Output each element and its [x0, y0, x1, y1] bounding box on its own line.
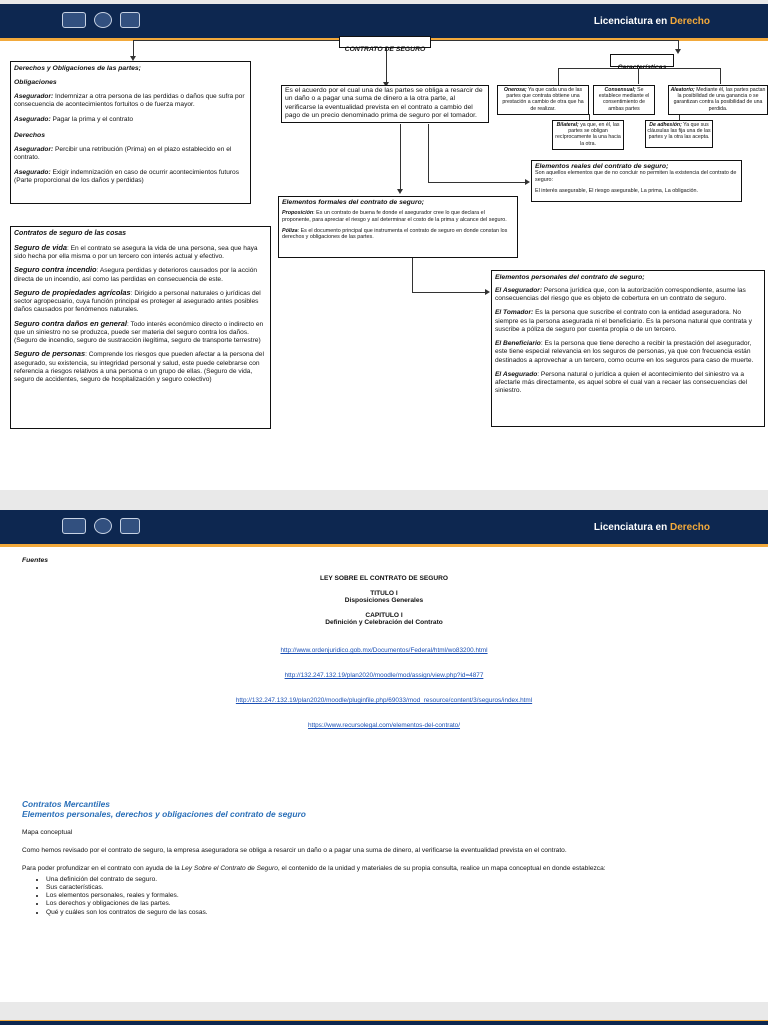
program-title: Licenciatura en Derecho: [593, 16, 710, 27]
derechos-title: Derechos y Obligaciones de las partes;: [14, 65, 141, 72]
formales-poliza: Póliza: Es el documento principal que instrumenta el contrato de seguro en donde constan los derechos y obligaciones de las partes.: [282, 227, 508, 241]
contratos-box: [10, 226, 271, 429]
list-item: • Los derechos y obligaciones de las partes.: [46, 900, 742, 908]
connector-personales-h: [412, 292, 485, 293]
reales-list: El interés asegurable, El riesgo asegurable, La prima, La obligación.: [535, 187, 699, 194]
derecho-asegurador: Asegurador: Percibir una retribución (Prima) en el plazo establecido en el contrato.: [14, 145, 232, 161]
connector-reales-h: [428, 182, 525, 183]
fuentes-block: [0, 575, 768, 732]
formales-proposicion: Proposición: Es un contrato de buena fe donde el asegurador cree lo que declara el proponente, para apreciar el riesgo y así determinar el costo de la prima y alcance del seguro.: [282, 210, 507, 223]
activity-title-1: Contratos Mercantiles: [22, 799, 110, 809]
obligaciones-heading: Obligaciones: [14, 79, 57, 86]
source-link-4[interactable]: https://www.recursolegal.com/elementos-del-contrato/: [307, 722, 461, 729]
activity-paragraph-1: Como hemos revisado por el contrato de seguro, la empresa aseguradora se obliga a resarcir un daño o a pagar una suma de dinero, al verificarse la eventualidad prevista en el contrato.: [22, 847, 567, 855]
source-link-2[interactable]: http://132.247.132.19/plan2020/moodle/mod/assign/view.php?id=4877: [284, 672, 484, 679]
caract-onerosa-box: Onerosa; Ya que cada una de las partes que contrata obtiene una prestación a cambio de otra que ha de realizar.: [497, 85, 589, 115]
caract-consensual-box: Consensual; Se establece mediante el consentimiento de ambas partes: [593, 85, 655, 115]
formales-title: Elementos formales del contrato de seguro;: [282, 199, 425, 206]
unam-logo-icon: [62, 12, 86, 28]
derechos-box: [10, 61, 251, 204]
personal-tomador: El Tomador: Es la persona que suscribe el contrato con la entidad aseguradora. No siempre es la persona asegurada ni el beneficiario. Es la persona natural que contrata y suscribe a póliza de seguro por cuenta propia o de un tercero.: [495, 309, 752, 333]
titulo-heading: TITULO I: [370, 590, 398, 597]
activity-bullets: [36, 876, 742, 917]
arrow-reales: [525, 179, 530, 185]
obligacion-asegurador: Asegurador: Indemnizar a otra persona de las perdidas o daños que sufra por consecuencia de acontecimientos fortuitos o de fuerza mayor.: [14, 93, 245, 109]
formales-box: [278, 196, 518, 258]
connector-aleatorio: [720, 68, 721, 84]
fuentes-title: Fuentes: [22, 557, 49, 564]
source-link-3[interactable]: http://132.247.132.19/plan2020/moodle/pluginfile.php/69033/mod_resource/content/3/seguros/index.html: [235, 697, 533, 704]
activity-title-2: Elementos personales, derechos y obligaciones del contrato de seguro: [22, 809, 306, 819]
seal-logo-icon: [94, 518, 112, 534]
list-item: • Sus características.: [46, 884, 742, 892]
arrow-personales: [485, 289, 490, 295]
source-link-1[interactable]: http://www.ordenjuridico.gob.mx/Documentos/Federal/html/wo83200.html: [280, 647, 488, 654]
personal-asegurado: El Asegurado: Persona natural o jurídica a quien el acontecimiento del siniestro va a afectarle más directamente, es aquel sobre el cual van a recaer las consecuencias del siniestro.: [495, 370, 748, 395]
unam-logo-icon: [62, 518, 86, 534]
caract-bilateral-box: Bilateral; ya que, en él, las partes se obligan recíprocamente la una hacia la otra.: [552, 120, 624, 150]
list-item: • Los elementos personales, reales y formales.: [46, 892, 742, 900]
capitulo-sub: Definición y Celebración del Contrato: [325, 619, 443, 626]
institution-logos: [62, 518, 140, 534]
page2-header: [0, 510, 768, 547]
contrato-title-box: [339, 36, 431, 53]
definicion-text: Es el acuerdo por el cual una de las partes se obliga a resarcir de un daño o a pagar una suma de dinero a la otra parte, al verificarse la eventualidad prevista en el contrato a cambio del pago de un precio denominado prima de seguro por el tomador.: [285, 87, 483, 120]
institution-logos: [62, 12, 140, 28]
connector-onerosa: [558, 68, 559, 85]
contrato-vida: Seguro de vida: En el contrato se asegura la vida de una persona, sea que haya sido hecha por ella misma o por un tercero con interés actual y efectivo.: [14, 243, 258, 261]
caracteristicas-title-box: [610, 54, 674, 71]
list-item: • Una definición del contrato de seguro.: [46, 876, 742, 884]
definicion-box: [281, 85, 489, 123]
contrato-danos: Seguro contra daños en general: Todo interés económico directo o indirecto en que un siniestro no se produzca, puede ser materia del seguro contra los daños. (Seguro de incendio, seguro de sustracción ilegítima, seguro de transporte terrestre): [14, 318, 264, 345]
contrato-agricola: Seguro de propiedades agrícolas: Dirigido a personal naturales o jurídicas del sector agropecuario, cuya función principal es proteger al asegurado antes posibles daños causados por fenómenos naturales.: [14, 287, 261, 314]
page-separator: [0, 490, 768, 510]
caract-aleatorio-box: Aleatorio; Mediante él, las partes pactan la posibilidad de una ganancia o se garantizan contra la posibilidad de una perdida.: [668, 85, 768, 115]
program-title: Licenciatura en Derecho: [593, 522, 710, 533]
personales-box: [491, 270, 765, 427]
arrow-caract: [675, 49, 681, 54]
page-bottom-band: [0, 1002, 768, 1020]
connector-personales: [412, 258, 413, 293]
suayed-logo-icon: [120, 518, 140, 534]
suayed-logo-icon: [120, 12, 140, 28]
connector-reales: [428, 124, 429, 183]
law-title: LEY SOBRE EL CONTRATO DE SEGURO: [319, 575, 449, 582]
contratos-list: [14, 243, 267, 384]
caracteristicas-title: Características: [617, 64, 667, 71]
caract-adhesion-box: De adhesión; Ya que sus cláusulas las fija una de las partes y la otra las acepta.: [645, 120, 713, 148]
obligacion-asegurado: Asegurado: Pagar la prima y el contrato: [14, 116, 134, 124]
contratos-title: Contratos de seguro de las cosas: [14, 230, 127, 237]
page3-header-edge: [0, 1020, 768, 1025]
reales-desc: Son aquellos elementos que de no concluir no permiten la existencia del contrato de seguro:: [535, 170, 737, 183]
personales-title: Elementos personales del contrato de seguro;: [495, 274, 645, 281]
capitulo-heading: CAPITULO I: [365, 612, 403, 619]
personal-beneficiario: El Beneficiario: Es la persona que tiene derecho a recibir la prestación del asegurador, este tiene especial relevancia en los seguros de personas, ya que con frecuencia están destinados a aprovechar a un tercero, como ocurre en los seguros para caso de muerte.: [495, 340, 754, 364]
derechos-heading: Derechos: [14, 131, 45, 139]
personal-asegurador: El Asegurador: Persona jurídica que, con la autorización correspondiente, asume las consecuencias del riesgo que es objeto de cobertura en un contrato de seguro.: [495, 287, 746, 303]
activity-paragraph-2: Para poder profundizar en el contrato con ayuda de la Ley Sobre el Contrato de Seguro, el contenido de la unidad y materiales de su propia consulta, realice un mapa conceptual en donde establezca:: [22, 865, 606, 873]
connector-formales: [400, 124, 401, 190]
contrato-title: CONTRATO DE SEGURO: [344, 46, 426, 53]
arrow-formales: [397, 189, 403, 194]
contrato-personas: Seguro de personas: Comprende los riesgos que pueden afectar a la persona del asegurado, su existencia, su integridad personal y salud, este puede celebrarse con referencia a riesgos relativos a una persona o un grupo de ellas. (Seguro de vida, seguro de accidentes, seguro de hospitalización y seguro colectivo): [14, 349, 264, 384]
derecho-asegurado: Asegurado: Exigir indemnización en caso de ocurrir acontecimientos futuros (Parte proporcional de los daños y perdidas): [14, 169, 240, 185]
list-item: • Qué y cuáles son los contratos de seguro de las cosas.: [46, 909, 742, 917]
activity-subtitle: Mapa conceptual: [22, 829, 73, 836]
reales-box: [531, 160, 742, 202]
seal-logo-icon: [94, 12, 112, 28]
contrato-incendio: Seguro contra incendio: Asegura perdidas y deterioros causados por la acción directa de un incendio, así como las perdidas en consecuencia de este.: [14, 265, 258, 283]
activity-block: [22, 799, 742, 917]
titulo-sub: Disposiciones Generales: [344, 597, 424, 604]
reales-title: Elementos reales del contrato de seguro;: [535, 163, 669, 170]
